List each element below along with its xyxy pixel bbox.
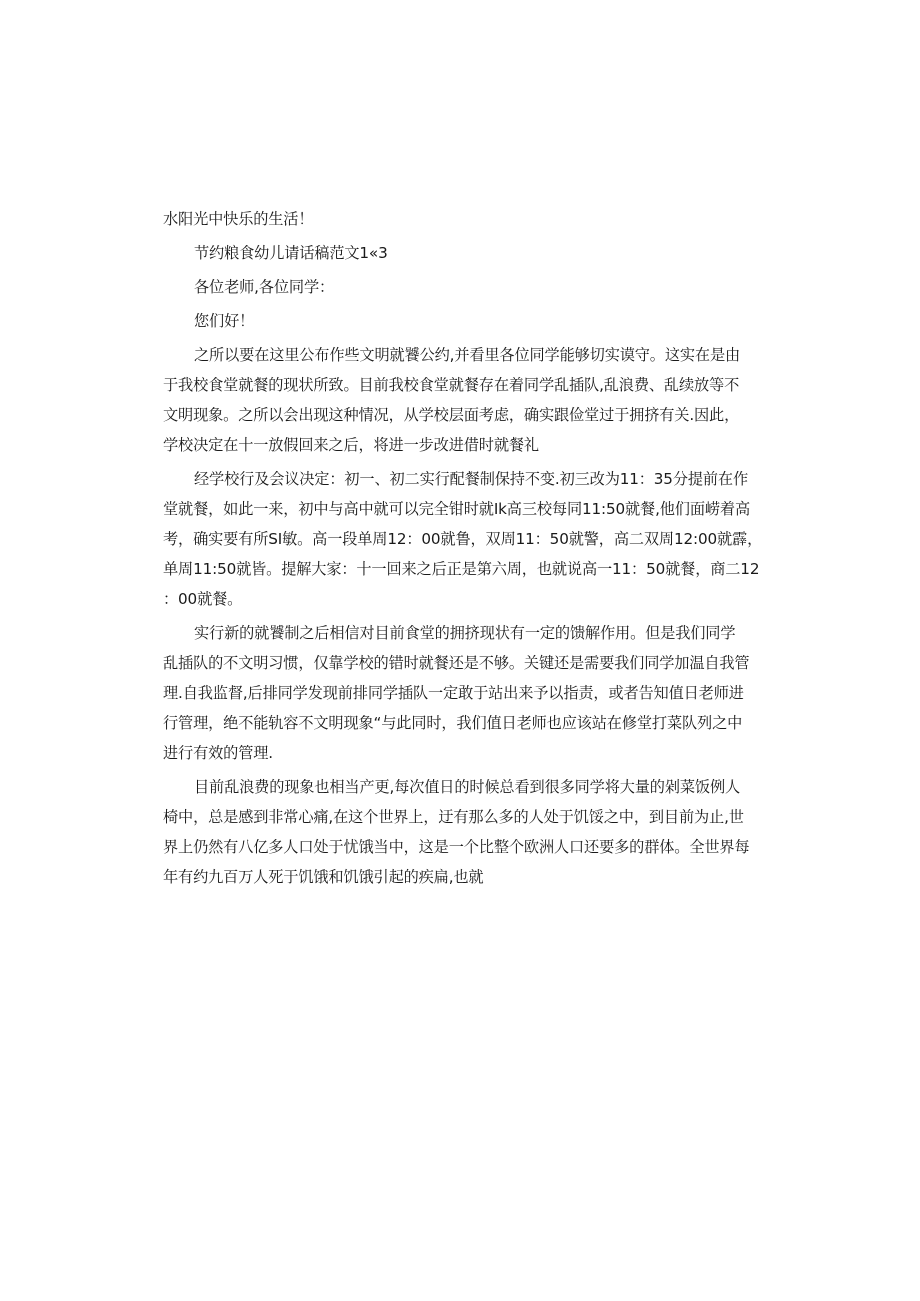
text-line: 乱插队的不文明习惯，仅靠学校的错时就餐还是不够。关键还是需要我们同学加温自我管 xyxy=(163,654,750,672)
text-line: 节约粮食幼儿请话稿范文1«3 xyxy=(194,244,388,262)
text-line: 行管理，绝不能轨容不文明现象“与此同时，我们值日老师也应该站在修堂打菜队列之中 xyxy=(163,714,743,732)
text-line: 椅中，总是感到非常心痛,在这个世界上，迂有那么多的人处于饥馁之中，到目前为止,世 xyxy=(163,808,744,826)
text-line: 理.自我监督,后排同学发现前排同学插队一定敢于站出来予以指责，或者告知值日老师进 xyxy=(163,684,744,702)
text-line: 考，确实要有所SI敏。高一段单周12：00就鲁，双周11：50就警，高二双周12:00就霹， xyxy=(163,530,763,548)
text-line: 水阳光中快乐的生活！ xyxy=(163,210,314,228)
text-line: 界上仍然有八亿多人口处于忧饿当中，这是一个比整个欧洲人口还要多的群体。全世界每 xyxy=(163,838,750,856)
text-line: 目前乱浪费的现象也相当产更,每次值日的时候总看到很多同学将大量的剁菜饭例人 xyxy=(194,778,741,796)
text-line: 经学校行及会议决定：初一、初二实行配餐制保持不变.初三改为11：35分提前在作 xyxy=(194,470,749,488)
text-line: 年有约九百万人死于饥饿和饥饿引起的疾扁,也就 xyxy=(163,868,484,886)
text-line: 之所以要在这里公布作些文明就饕公约,并看里各位同学能够切实谟守。这实在是由 xyxy=(194,346,741,364)
text-line: 进行有效的管理. xyxy=(163,744,273,762)
document-body xyxy=(163,204,779,892)
text-line: 实行新的就饕制之后相信对目前食堂的拥挤现状有一定的馈解作用。但是我们同学 xyxy=(194,624,736,642)
text-line: 学校决定在十一放假回来之后，将进一步改进借时就餐礼 xyxy=(163,436,539,454)
text-line: 于我校食堂就餐的现状所致。目前我校食堂就餐存在着同学乱插队,乱浪费、乱续放等不 xyxy=(163,376,740,394)
text-line: ：00就餐。 xyxy=(163,590,243,608)
text-line: 您们好！ xyxy=(194,312,255,330)
text-line: 各位老师,各位同学： xyxy=(194,278,335,296)
text-line: 堂就餐，如此一来，初中与高中就可以完全钳时就Ik高三校每同11:50就餐,他们面崂着高 xyxy=(163,500,750,518)
text-line: 文明现象。之所以会出现这种情况，从学校层面考虑，确实跟俭堂过于拥挤有关.因此， xyxy=(163,406,740,424)
text-line: 单周11:50就皆。提解大家：十一回来之后正是第六周，也就说高一11：50就餐，商二12 xyxy=(163,560,760,578)
